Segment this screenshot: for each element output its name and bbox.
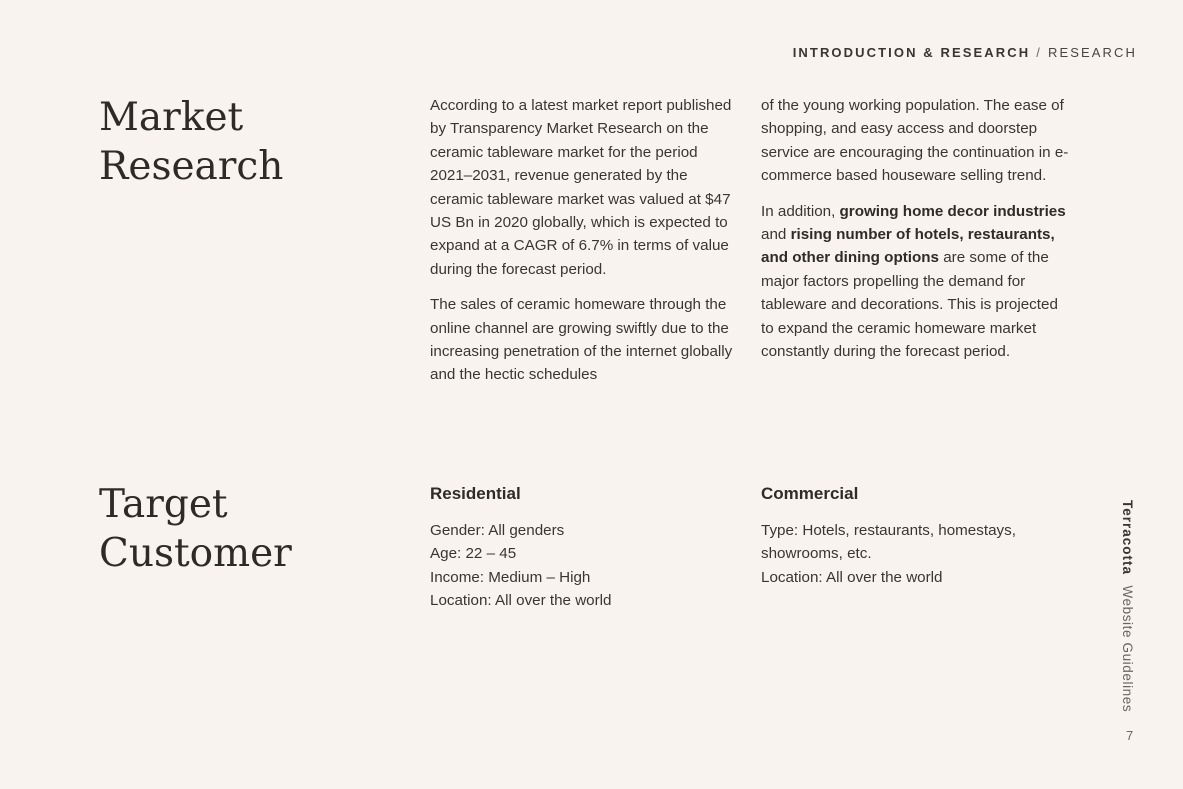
breadcrumb xyxy=(793,45,1137,60)
target-customer-title xyxy=(99,480,292,578)
residential-heading: Residential xyxy=(430,484,521,503)
commercial-type-cont: showrooms, etc. xyxy=(761,545,872,563)
breadcrumb-page: RESEARCH xyxy=(1047,45,1137,60)
document-name: Website Guidelines xyxy=(1120,585,1135,713)
market-research-column-2 xyxy=(761,94,1071,375)
page-number: 7 xyxy=(1126,728,1134,743)
market-research-title xyxy=(99,93,283,191)
commercial-section xyxy=(761,482,1071,589)
brand-name: Terracotta xyxy=(1120,500,1135,576)
breadcrumb-section: INTRODUCTION & RESEARCH xyxy=(792,45,1031,60)
residential-location: Location: All over the world xyxy=(430,592,612,610)
residential-section xyxy=(430,482,740,613)
highlight-home-decor: growing home decor industries xyxy=(839,202,1066,220)
highlight-hotels-restaurants: rising number of hotels, restaurants, and other dining options xyxy=(761,226,1055,267)
market-research-title-line2: Research xyxy=(99,144,284,189)
target-customer-title-line1: Target xyxy=(99,482,228,527)
commercial-location: Location: All over the world xyxy=(761,568,943,586)
paragraph-text: and xyxy=(761,226,791,244)
commercial-type: Type: Hotels, restaurants, homestays, xyxy=(761,522,1016,539)
residential-income: Income: Medium – High xyxy=(430,568,591,586)
market-research-title-line1: Market xyxy=(99,95,244,140)
side-document-label xyxy=(1120,500,1135,712)
market-research-paragraph-2: The sales of ceramic homeware through the online channel are growing swiftly due to the increasing penetration of the internet globally and the hectic schedules xyxy=(430,296,733,384)
residential-age: Age: 22 – 45 xyxy=(430,545,517,563)
residential-gender: Gender: All genders xyxy=(430,522,565,539)
paragraph-text: are some of the major factors propelling the demand for tableware and decorations. This is projected to expand the ceramic homeware market constantly during the forecast period. xyxy=(761,249,1058,361)
market-research-paragraph-1: According to a latest market report published by Transparency Market Research on the ceramic tableware market for the period 2021–2031, revenue generated by the ceramic tableware market was valued at $47 US Bn in 2020 globally, which is expected to expand at a CAGR of 6.7% in terms of value during the forecast period. xyxy=(430,97,732,278)
market-research-column-1 xyxy=(430,94,740,399)
paragraph-text: In addition, xyxy=(761,202,840,220)
market-research-paragraph-4 xyxy=(761,200,1071,364)
target-customer-title-line2: Customer xyxy=(99,531,292,576)
commercial-heading: Commercial xyxy=(761,484,859,503)
market-research-paragraph-3: of the young working population. The ease of shopping, and easy access and doorstep service are encouraging the continuation in e-commerce based houseware selling trend. xyxy=(761,97,1069,185)
breadcrumb-separator: / xyxy=(1036,45,1042,60)
